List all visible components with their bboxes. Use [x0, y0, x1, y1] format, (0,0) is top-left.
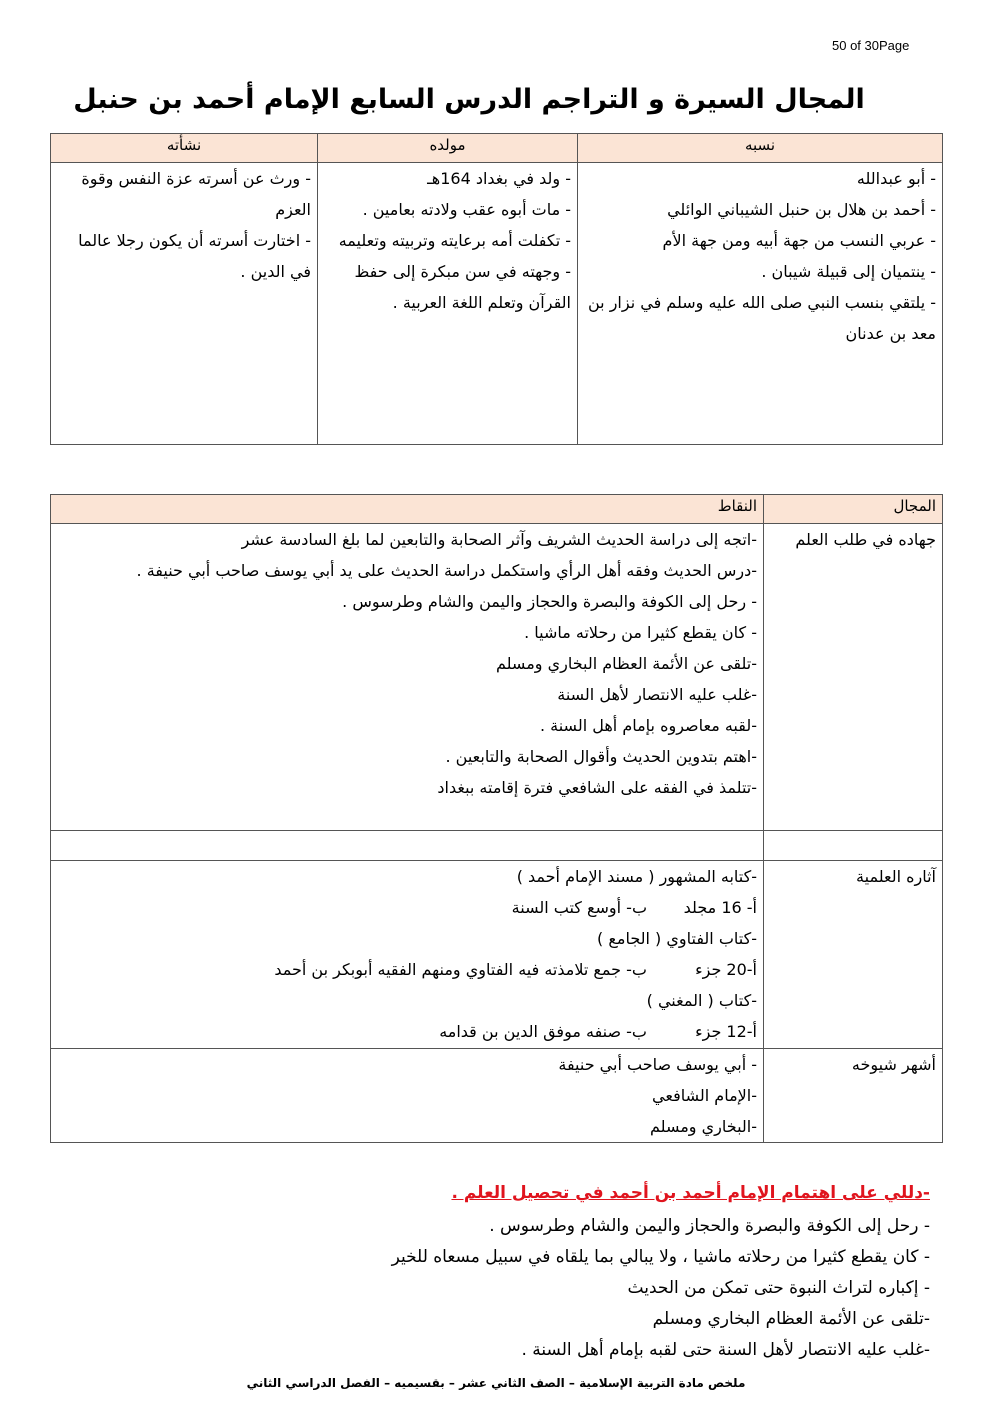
- field-cell: أشهر شيوخه: [764, 1049, 943, 1143]
- nashaa-cell: [51, 163, 318, 445]
- list-item: - ولد في بغداد 164هـ: [427, 169, 571, 188]
- list-item: - اختارت أسرته أن يكون رجلا عالما في الدين .: [78, 231, 311, 281]
- work-details: [57, 892, 757, 923]
- list-item: -اهتم بتدوين الحديث وأقوال الصحابة والتابعين .: [445, 747, 757, 766]
- work-details: [57, 1016, 757, 1047]
- list-item: -تلقى عن الأئمة العظام البخاري ومسلم: [652, 1309, 930, 1329]
- list-item: - رحل إلى الكوفة والبصرة والحجاز واليمن والشام وطرسوس .: [342, 592, 757, 611]
- header-mawlid: مولده: [318, 134, 578, 163]
- field-cell: جهاده في طلب العلم: [764, 524, 943, 831]
- list-item: -البخاري ومسلم: [650, 1117, 757, 1136]
- field-cell: آثاره العلمية: [764, 861, 943, 1049]
- work-volume: أ- 16 مجلد: [683, 898, 757, 917]
- list-item: - أبي يوسف صاحب أبي حنيفة: [558, 1055, 757, 1074]
- work-volume: أ-20 جزء: [695, 960, 757, 979]
- works-cell: [51, 861, 764, 1049]
- list-item: - كان يقطع كثيرا من رحلاته ماشيا ، ولا يبالي بما يلقاه في سبيل مسعاه للخير: [391, 1247, 930, 1267]
- work-note: ب- صنفه موفق الدين بن قدامه: [439, 1022, 647, 1041]
- list-item: - عربي النسب من جهة أبيه ومن جهة الأم: [662, 231, 936, 250]
- work-title: -كتاب ( المغني ): [646, 991, 757, 1010]
- mawlid-cell: [318, 163, 578, 445]
- list-item: -تلقى عن الأئمة العظام البخاري ومسلم: [495, 654, 757, 673]
- points-cell: [51, 524, 764, 831]
- list-item: - أبو عبدالله: [856, 169, 936, 188]
- teachers-cell: [51, 1049, 764, 1143]
- list-item: -اتجه إلى دراسة الحديث الشريف وآثر الصحابة والتابعين لما بلغ السادسة عشر: [241, 530, 757, 549]
- biography-table: [50, 133, 943, 445]
- work-note: ب- أوسع كتب السنة: [511, 898, 647, 917]
- list-item: - إكباره لتراث النبوة حتى تمكن من الحديث: [627, 1278, 930, 1298]
- list-item: - مات أبوه عقب ولادته بعامين .: [362, 200, 571, 219]
- list-item: -تتلمذ في الفقه على الشافعي فترة إقامته ببغداد: [437, 778, 757, 797]
- page-number: 50 of 30Page: [832, 38, 910, 53]
- work-title: -كتاب الفتاوي ( الجامع ): [597, 929, 757, 948]
- list-item: -الإمام الشافعي: [652, 1086, 757, 1105]
- evidence-title: -دللي على اهتمام الإمام أحمد بن أحمد في تحصيل العلم .: [451, 1183, 930, 1203]
- header-field: المجال: [764, 495, 943, 524]
- scholarship-table: [50, 494, 943, 1143]
- list-item: -غلب عليه الانتصار لأهل السنة حتى لقبه بإمام أهل السنة .: [521, 1340, 930, 1360]
- header-points: النقاط: [51, 495, 764, 524]
- header-nashaa: نشأته: [51, 134, 318, 163]
- list-item: - وجهته في سن مبكرة إلى حفظ القرآن وتعلم اللغة العربية .: [354, 262, 571, 312]
- work-volume: أ-12 جزء: [695, 1022, 757, 1041]
- list-item: - ورث عن أسرته عزة النفس وقوة العزم: [81, 169, 311, 219]
- list-item: - أحمد بن هلال بن حنبل الشيباني الوائلي: [667, 200, 936, 219]
- page-title: المجال السيرة و التراجم الدرس السابع الإمام أحمد بن حنبل: [73, 84, 865, 115]
- list-item: -درس الحديث وفقه أهل الرأي واستكمل دراسة الحديث على يد أبي يوسف صاحب أبي حنيفة .: [136, 561, 757, 580]
- nasab-cell: [578, 163, 943, 445]
- list-item: - يلتقي بنسب النبي صلى الله عليه وسلم في نزار بن معد بن عدنان: [587, 293, 936, 343]
- header-nasab: نسبه: [578, 134, 943, 163]
- work-note: ب- جمع تلامذته فيه الفتاوي ومنهم الفقيه أبوبكر بن أحمد: [274, 960, 647, 979]
- list-item: - تكفلت أمه برعايته وتربيته وتعليمه: [338, 231, 571, 250]
- list-item: -لقبه معاصروه بإمام أهل السنة .: [539, 716, 757, 735]
- list-item: -غلب عليه الانتصار لأهل السنة: [557, 685, 757, 704]
- page-footer: ملخص مادة التربية الإسلامية – الصف الثاني عشر – بقسيميه – الفصل الدراسي الثاني: [246, 1376, 746, 1390]
- evidence-list: [60, 1211, 930, 1366]
- list-item: - ينتميان إلى قبيلة شيبان .: [761, 262, 936, 281]
- list-item: - رحل إلى الكوفة والبصرة والحجاز واليمن والشام وطرسوس .: [489, 1216, 930, 1236]
- empty-cell: [764, 831, 943, 861]
- work-title: -كتابه المشهور ( مسند الإمام أحمد ): [516, 867, 757, 886]
- work-details: [57, 954, 757, 985]
- empty-cell: [51, 831, 764, 861]
- list-item: - كان يقطع كثيرا من رحلاته ماشيا .: [524, 623, 757, 642]
